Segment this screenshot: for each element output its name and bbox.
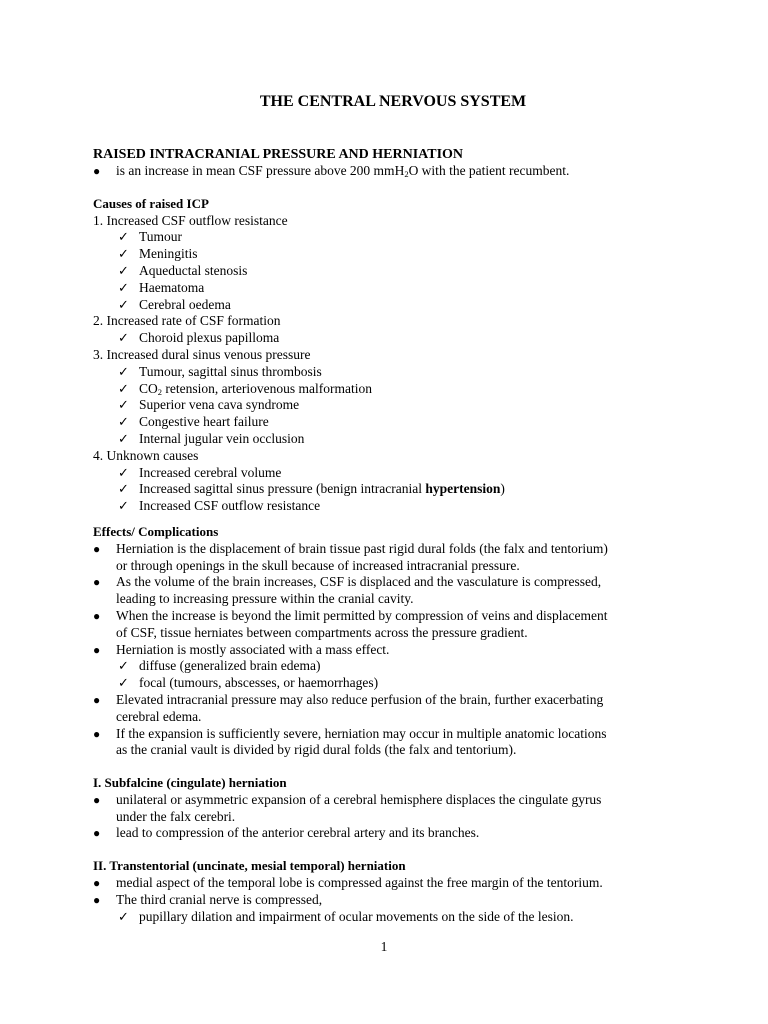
list-item: ● unilateral or asymmetric expansion of a cerebral hemisphere displaces the cingulate gyrus under the falx cerebri. bbox=[93, 791, 602, 824]
section-heading-raised-icp: RAISED INTRACRANIAL PRESSURE AND HERNIATION bbox=[93, 147, 464, 162]
check-icon: ✓ bbox=[118, 330, 129, 346]
bullet-marker: ● bbox=[93, 608, 101, 623]
list-item: ✓ Congestive heart failure bbox=[118, 414, 269, 430]
bullet-marker: ● bbox=[93, 164, 101, 178]
list-item: ✓ Tumour bbox=[118, 229, 183, 245]
list-item: ✓ Internal jugular vein occlusion bbox=[118, 430, 305, 446]
list-item: ✓ Tumour, sagittal sinus thrombosis bbox=[118, 363, 322, 379]
bullet-marker: ● bbox=[93, 892, 101, 907]
check-icon: ✓ bbox=[118, 658, 129, 674]
list-item: ✓ Choroid plexus papilloma bbox=[118, 330, 280, 346]
definition-bullet: ● is an increase in mean CSF pressure above 200 mmH$_2$O with the patient recumbent. bbox=[93, 163, 570, 179]
list-item: ✓ Superior vena cava syndrome bbox=[118, 397, 300, 413]
list-item: ● Herniation is mostly associated with a mass effect. bbox=[93, 641, 390, 657]
check-icon: ✓ bbox=[118, 908, 129, 924]
check-icon: ✓ bbox=[118, 279, 129, 295]
bullet-marker: ● bbox=[93, 642, 101, 657]
check-icon: ✓ bbox=[118, 498, 129, 514]
cause-group-2-label: 2. Increased rate of CSF formation bbox=[93, 313, 281, 329]
list-item: ● lead to compression of the anterior cerebral artery and its branches. bbox=[93, 825, 480, 841]
cause-group-1-label: 1. Increased CSF outflow resistance bbox=[93, 212, 288, 228]
subfalcine-heading: I. Subfalcine (cingulate) herniation bbox=[93, 775, 287, 791]
check-icon: ✓ bbox=[118, 481, 129, 497]
list-item: ● If the expansion is sufficiently severe, herniation may occur in multiple anatomic locations as the cranial vault is divided by rigid dural folds (the falx and tentorium). bbox=[93, 725, 607, 758]
list-item: ● Elevated intracranial pressure may also reduce perfusion of the brain, further exacerbating cerebral edema. bbox=[93, 691, 604, 724]
list-item: ● When the increase is beyond the limit permitted by compression of veins and displacement of CSF, tissue herniates between compartments across the pressure gradient. bbox=[93, 607, 608, 640]
effects-heading: Effects/ Complications bbox=[93, 523, 219, 539]
list-item: ✓ Increased CSF outflow resistance bbox=[118, 498, 321, 514]
list-item: ✓ Meningitis bbox=[118, 246, 198, 262]
check-icon: ✓ bbox=[118, 380, 129, 396]
bullet-marker: ● bbox=[93, 876, 101, 891]
check-icon: ✓ bbox=[118, 363, 129, 379]
list-item: ✓ $CO_2$ retension, arteriovenous malformation bbox=[118, 380, 372, 397]
bullet-marker: ● bbox=[93, 792, 101, 807]
list-item: ✓ focal (tumours, abscesses, or haemorrhages) bbox=[118, 675, 379, 691]
list-item: ✓ Haematoma bbox=[118, 279, 205, 295]
bullet-marker: ● bbox=[93, 826, 101, 841]
list-item: ✓ Cerebral oedema bbox=[118, 296, 231, 312]
list-item: ✓ Increased cerebral volume bbox=[118, 464, 282, 480]
check-icon: ✓ bbox=[118, 397, 129, 413]
document-page bbox=[93, 92, 693, 925]
transtentorial-heading: II. Transtentorial (uncinate, mesial temporal) herniation bbox=[93, 858, 406, 874]
list-item: ● As the volume of the brain increases, CSF is displaced and the vasculature is compressed, leading to increasing pressure within the cranial cavity. bbox=[93, 574, 602, 607]
bullet-marker: ● bbox=[93, 726, 101, 741]
cause-group-4-label: 4. Unknown causes bbox=[93, 447, 199, 463]
list-item: ● Herniation is the displacement of brain tissue past rigid dural folds (the falx and tentorium) or through openings in the skull because of increased intracranial pressure. bbox=[93, 540, 608, 573]
list-item: ✓ diffuse (generalized brain edema) bbox=[118, 658, 321, 674]
check-icon: ✓ bbox=[118, 430, 129, 446]
bullet-marker: ● bbox=[93, 692, 101, 707]
check-icon: ✓ bbox=[118, 246, 129, 262]
list-item: ● medial aspect of the temporal lobe is compressed against the free margin of the tentorium. bbox=[93, 875, 603, 891]
bullet-marker: ● bbox=[93, 575, 101, 590]
page-title: THE CENTRAL NERVOUS SYSTEM bbox=[259, 93, 527, 110]
causes-heading: Causes of raised ICP bbox=[93, 195, 209, 211]
check-icon: ✓ bbox=[118, 675, 129, 691]
bullet-marker: ● bbox=[93, 541, 101, 556]
cause-group-3-label: 3. Increased dural sinus venous pressure bbox=[93, 346, 311, 362]
check-icon: ✓ bbox=[118, 229, 129, 245]
check-icon: ✓ bbox=[118, 414, 129, 430]
list-item: ✓ Increased sagittal sinus pressure (benign intracranial hypertension) bbox=[118, 481, 505, 497]
list-item: ✓ pupillary dilation and impairment of ocular movements on the side of the lesion. bbox=[118, 908, 574, 924]
page-number: 1 bbox=[380, 939, 388, 954]
check-icon: ✓ bbox=[118, 262, 129, 278]
list-item: ● The third cranial nerve is compressed, bbox=[93, 891, 323, 907]
check-icon: ✓ bbox=[118, 464, 129, 480]
list-item: ✓ Aqueductal stenosis bbox=[118, 262, 248, 278]
check-icon: ✓ bbox=[118, 296, 129, 312]
